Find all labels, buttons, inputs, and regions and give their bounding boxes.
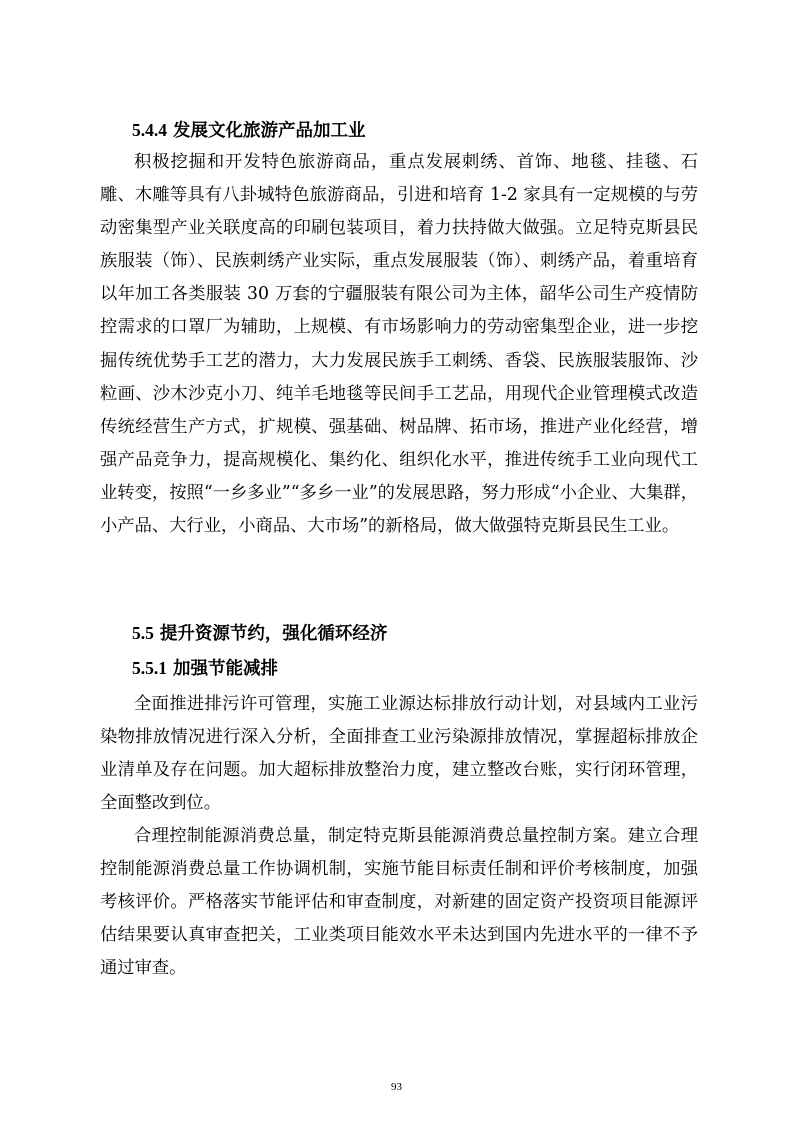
paragraph-cultural-tourism: 积极挖掘和开发特色旅游商品，重点发展刺绣、首饰、地毯、挂毯、石雕、木雕等具有八卦城特色旅游商品，引进和培育 1-2 家具有一定规模的与劳动密集型产业关联度高的印刷包装项目，着力扶持做大做强。立足特克斯县民族服装（饰）、民族刺绣产业实际，重点发展服装（饰）、刺绣产品，着重培育以年加工各类服装 30 万套的宁疆服装有限公司为主体，韶华公司生产疫情防控需求的口罩厂为辅助，上规模、有市场影响力的劳动密集型企业，进一步挖掘传统优势手工艺的潜力，大力发展民族手工刺绣、香袋、民族服装服饰、沙粒画、沙木沙克小刀、纯羊毛地毯等民间手工艺品，用现代企业管理模式改造传统经营生产方式，扩规模、强基础、树品牌、拓市场，推进产业化经营，增强产品竞争力，提高规模化、集约化、组织化水平，推进传统手工业向现代工业转变，按照“一乡多业”“多乡一业”的发展思路，努力形成“小企业、大集群，小产品、大行业，小商品、大市场”的新格局，做大做强特克斯县民生工业。 <box>100 152 698 537</box>
section-title: 发展文化旅游产品加工业 <box>173 121 366 141</box>
section-number: 5.5 <box>132 623 154 643</box>
paragraph-pollution-permits: 全面推进排污许可管理，实施工业源达标排放行动计划，对县域内工业污染物排放情况进行深入分析，全面排查工业污染源排放情况，掌握超标排放企业清单及存在问题。加大超标排放整治力度，建立整改台账，实行闭环管理，全面整改到位。 <box>100 694 698 814</box>
section-title: 加强节能减排 <box>173 659 278 679</box>
section-title: 提升资源节约，强化循环经济 <box>159 624 388 644</box>
section-number: 5.5.1 <box>132 658 167 678</box>
paragraph-energy-consumption: 合理控制能源消费总量，制定特克斯县能源消费总量控制方案。建立合理控制能源消费总量工作协调机制，实施节能目标责任制和评价考核制度，加强考核评价。严格落实节能评估和审查制度，对新建的固定资产投资项目能源评估结果要认真审查把关，工业类项目能效水平未达到国内先进水平的一律不予通过审查。 <box>100 826 698 979</box>
section-number: 5.4.4 <box>132 120 167 140</box>
section-heading-5-5 <box>132 620 387 647</box>
section-heading-5-4-4 <box>132 117 366 144</box>
section-heading-5-5-1 <box>132 655 278 682</box>
page-number: 93 <box>391 1081 402 1093</box>
